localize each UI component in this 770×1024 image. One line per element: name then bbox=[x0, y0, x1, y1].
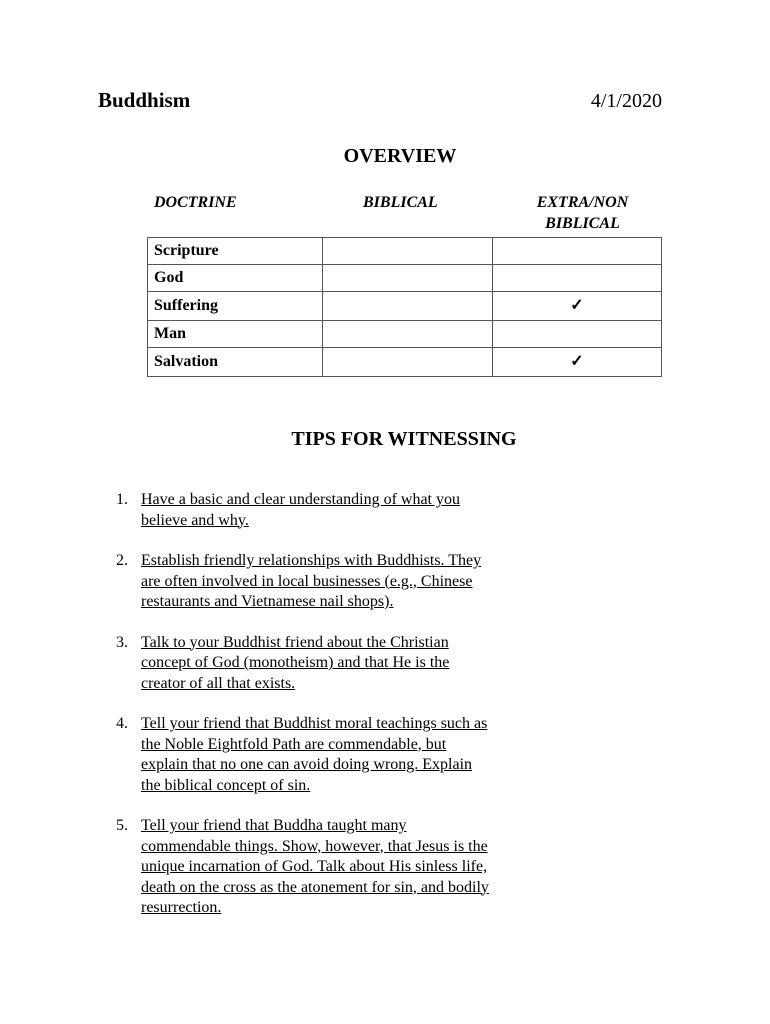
table-row bbox=[148, 238, 662, 265]
extra-cell bbox=[493, 238, 662, 265]
list-item bbox=[116, 816, 576, 919]
item-line: are often involved in local businesses (e.g., Chinese bbox=[141, 572, 473, 590]
column-header-doctrine: DOCTRINE bbox=[154, 194, 237, 211]
checkmark-icon: ✓ bbox=[493, 348, 662, 377]
overview-heading: OVERVIEW bbox=[343, 145, 457, 167]
item-number: 4. bbox=[116, 715, 128, 732]
page-title: Buddhism bbox=[98, 88, 191, 112]
item-line: concept of God (monotheism) and that He is the bbox=[141, 654, 450, 671]
doctrine-cell: Salvation bbox=[148, 348, 323, 377]
biblical-cell bbox=[323, 292, 493, 321]
item-line: death on the cross as the atonement for sin, and bodily bbox=[141, 878, 489, 896]
item-number: 5. bbox=[116, 817, 128, 834]
item-line: unique incarnation of God. Talk about His sinless life, bbox=[141, 858, 488, 875]
doctrine-cell: Scripture bbox=[148, 238, 323, 265]
item-number: 3. bbox=[116, 633, 128, 651]
doctrine-table bbox=[147, 237, 662, 377]
item-number: 1. bbox=[116, 491, 128, 508]
item-line: Tell your friend that Buddhist moral teachings such as bbox=[141, 715, 488, 732]
biblical-cell bbox=[323, 238, 493, 265]
biblical-cell bbox=[323, 321, 493, 348]
table-row bbox=[148, 265, 662, 292]
tips-heading: TIPS FOR WITNESSING bbox=[291, 428, 517, 450]
item-line: explain that no one can avoid doing wrong. Explain bbox=[141, 756, 473, 773]
item-line: Tell your friend that Buddha taught many bbox=[141, 817, 407, 834]
column-header-biblical: BIBLICAL bbox=[363, 194, 438, 211]
column-header-extra-line1: EXTRA/NON bbox=[536, 194, 629, 211]
doctrine-cell: Suffering bbox=[148, 292, 323, 321]
list-item bbox=[116, 633, 576, 695]
extra-cell bbox=[493, 265, 662, 292]
item-line: the biblical concept of sin. bbox=[141, 776, 311, 794]
list-item bbox=[116, 551, 576, 613]
item-number: 2. bbox=[116, 552, 128, 569]
tips-list bbox=[116, 490, 576, 939]
item-line: resurrection. bbox=[141, 899, 222, 916]
item-line: Talk to your Buddhist friend about the Christian bbox=[141, 633, 449, 651]
biblical-cell bbox=[323, 348, 493, 377]
table-row bbox=[148, 292, 662, 321]
list-item bbox=[116, 490, 576, 531]
doctrine-cell: Man bbox=[148, 321, 323, 348]
item-line: believe and why. bbox=[141, 511, 249, 529]
column-header-extra-non-biblical bbox=[520, 192, 645, 234]
item-line: Have a basic and clear understanding of what you bbox=[141, 491, 460, 508]
doctrine-cell: God bbox=[148, 265, 323, 292]
item-line: creator of all that exists. bbox=[141, 674, 296, 692]
page-date: 4/1/2020 bbox=[590, 90, 662, 112]
list-item bbox=[116, 714, 576, 796]
table-row bbox=[148, 348, 662, 377]
table-row bbox=[148, 321, 662, 348]
item-line: commendable things. Show, however, that Jesus is the bbox=[141, 837, 488, 855]
item-line: Establish friendly relationships with Buddhists. They bbox=[141, 552, 482, 569]
extra-cell bbox=[493, 321, 662, 348]
biblical-cell bbox=[323, 265, 493, 292]
checkmark-icon: ✓ bbox=[493, 292, 662, 321]
item-line: restaurants and Vietnamese nail shops). bbox=[141, 593, 394, 610]
column-header-extra-line2: BIBLICAL bbox=[545, 215, 620, 232]
item-line: the Noble Eightfold Path are commendable, but bbox=[141, 735, 447, 753]
